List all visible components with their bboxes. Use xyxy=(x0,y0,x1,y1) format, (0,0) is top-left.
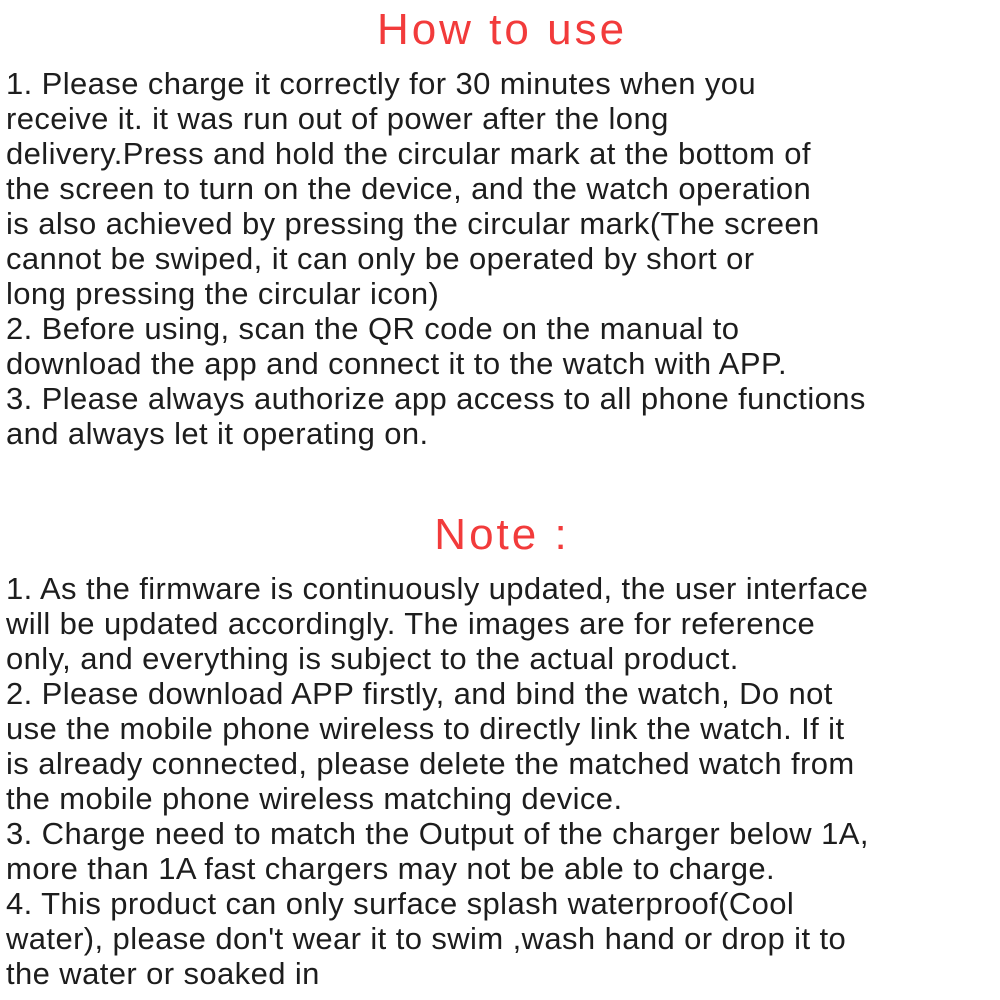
text-line: 4. This product can only surface splash waterproof(Cool xyxy=(6,886,795,921)
how-to-use-heading: How to use xyxy=(376,5,628,54)
text-line: cannot be swiped, it can only be operated by short or xyxy=(6,241,755,276)
how-to-use-text xyxy=(6,66,998,451)
text-line: long pressing the circular icon) xyxy=(6,276,440,311)
text-line: 3. Please always authorize app access to all phone functions xyxy=(6,381,866,416)
text-line: 1. Please charge it correctly for 30 minutes when you xyxy=(6,66,757,101)
text-line: the water or soaked in xyxy=(6,956,320,991)
text-line: use the mobile phone wireless to directly link the watch. If it xyxy=(6,711,845,746)
text-line: will be updated accordingly. The images are for reference xyxy=(6,606,816,641)
text-line: water), please don't wear it to swim ,wash hand or drop it to xyxy=(6,921,847,956)
text-line: download the app and connect it to the watch with APP. xyxy=(6,346,788,381)
note-text xyxy=(6,571,998,991)
text-line: only, and everything is subject to the actual product. xyxy=(6,641,739,676)
text-line: is already connected, please delete the matched watch from xyxy=(6,746,855,781)
text-line: the mobile phone wireless matching device. xyxy=(6,781,623,816)
note-heading: Note : xyxy=(434,510,570,559)
text-line: delivery.Press and hold the circular mark at the bottom of xyxy=(6,136,811,171)
text-line: receive it. it was run out of power after the long xyxy=(6,101,669,136)
text-line: more than 1A fast chargers may not be able to charge. xyxy=(6,851,776,886)
text-line: 2. Before using, scan the QR code on the manual to xyxy=(6,311,740,346)
text-line: is also achieved by pressing the circular mark(The screen xyxy=(6,206,820,241)
text-line: the screen to turn on the device, and the watch operation xyxy=(6,171,812,206)
text-line: 1. As the firmware is continuously updated, the user interface xyxy=(6,571,869,606)
text-line: 3. Charge need to match the Output of the charger below 1A, xyxy=(6,816,869,851)
text-line: 2. Please download APP firstly, and bind the watch, Do not xyxy=(6,676,833,711)
text-line: and always let it operating on. xyxy=(6,416,429,451)
